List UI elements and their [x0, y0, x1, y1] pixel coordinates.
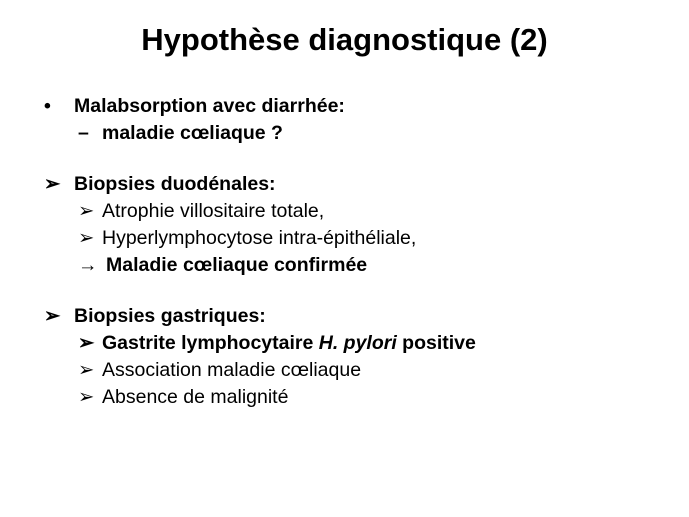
bullet-icon: • — [44, 95, 51, 117]
list-item-text: Hyperlymphocytose intra-épithéliale, — [102, 227, 417, 249]
text-after: positive — [396, 332, 476, 354]
dash-icon: – — [78, 122, 89, 144]
arrowhead-bullet-icon: ➢ — [78, 227, 95, 249]
section-heading: Malabsorption avec diarrhée: — [74, 95, 345, 117]
arrowhead-bullet-icon: ➢ — [78, 200, 95, 222]
arrowhead-bullet-icon: ➢ — [44, 305, 61, 327]
section-heading: Biopsies gastriques: — [74, 305, 266, 327]
list-item-text: Association maladie cœliaque — [102, 359, 362, 381]
list-item-text: Maladie cœliaque confirmée — [106, 254, 368, 276]
right-arrow-icon: → — [78, 254, 98, 276]
list-item-text: Atrophie villositaire totale, — [102, 200, 325, 222]
arrowhead-bullet-icon: ➢ — [78, 332, 95, 354]
slide-title: Hypothèse diagnostique (2) — [141, 22, 548, 57]
arrowhead-bullet-icon: ➢ — [44, 173, 61, 195]
sub-item-text: maladie cœliaque ? — [102, 122, 283, 144]
arrowhead-bullet-icon: ➢ — [78, 359, 95, 381]
text-before: Gastrite lymphocytaire — [102, 332, 319, 354]
list-item-text: Absence de malignité — [102, 386, 289, 408]
arrowhead-bullet-icon: ➢ — [78, 386, 95, 408]
text-italic-hpylori: H. pylori — [318, 332, 397, 354]
list-item-text — [102, 330, 476, 356]
section-heading: Biopsies duodénales: — [74, 173, 276, 195]
